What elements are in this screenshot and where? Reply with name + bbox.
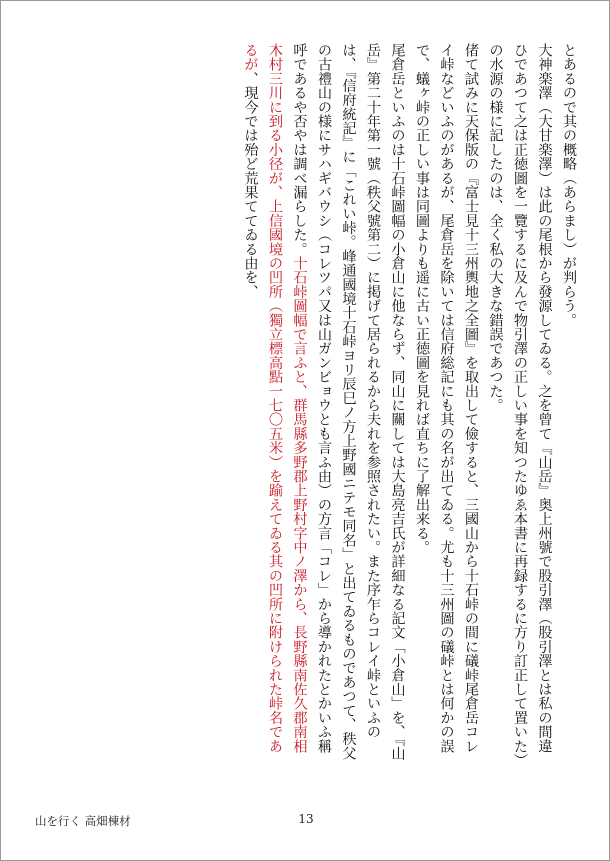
paragraph-4-text: 尾倉岳といふのは十石峠圖幅の小倉山に他ならず、同山に關しては大島亮吉氏が詳細なる記文「小倉山」を、『山岳』第二十年第一號（秩父號第二）に掲げて居られるから夫れを参照されたい。また序乍らコレイ峠といふのは、『信府統記』に「これい峠。峰通國境十石峠ヨリ辰巳ノ方上野國ニテモ同名」と出てゐるものであつて、秩父の古禮山の様にサハギバウシ（コレツパ又は山ガンビョウとも言ふ由）の方言「コレ」から導かれたとかいふ稱呼であるや否やは調べ漏らした。 xyxy=(291,43,406,761)
book-title-footer: 山を行く 高畑棟材 xyxy=(35,814,131,828)
paragraph-2: 大神楽澤（大甘楽澤）は此の尾根から發源してゐる。之を曾て『山岳』奥上州號で股引澤（股引澤とは私の間違ひであつて之は正徳圖を一覽するに及んで物引澤の正しい事を知つたゆゑ本書に再録するに方り訂正して置いた）の水源の様に記したのは、全く私の大きな錯誤であつた。 xyxy=(487,43,553,761)
paragraph-4-continuation: 、現今では殆ど荒果ててゐる由を、 xyxy=(242,71,259,299)
paragraph-3: 偖て試みに天保版の『富士見十三州輿地之全圖』を取出して儉すると、三國山から十石峠の間に礒峠尾倉岳コレイ峠などいふのがあるが、尾倉岳を除いては信府総記にも其の名が出てゐる。尤も十三州圖の礒峠とは何かの誤で、蟻ヶ峠の正しい事は同圖よりも遥に古い正徳圖を見れば直ちに了解出来る。 xyxy=(414,43,479,753)
page-number: 13 xyxy=(298,812,314,826)
paragraph-4 xyxy=(238,43,410,761)
highlighted-text: 十石峠圖幅で言ふと、群馬縣多野郡上野村字中ノ澤から、長野縣南佐久郡南相木村三川に到る小径が、上信國境の凹所（獨立標高點一七〇五米）を踰えてゐる其の凹所に附けられた峠名であるが xyxy=(242,43,308,753)
vertical-body-text xyxy=(41,43,581,761)
paragraph-1: とあるので其の概略（あらまし）が判らう。 xyxy=(561,43,577,327)
